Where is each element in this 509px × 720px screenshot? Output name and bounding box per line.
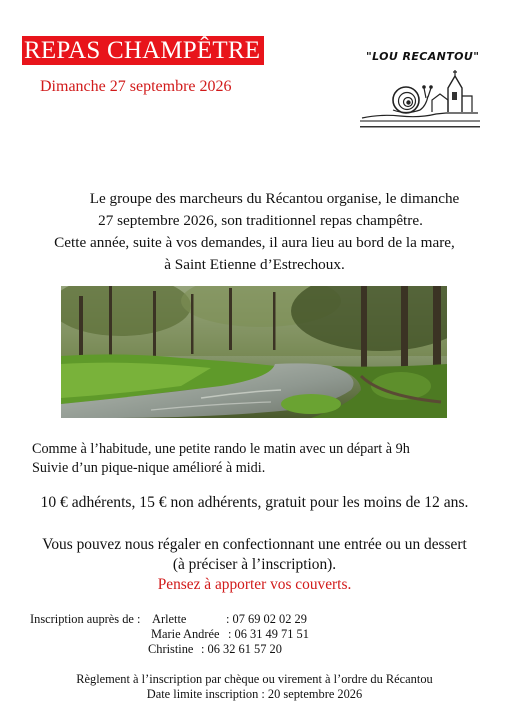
dessert-paragraph bbox=[0, 535, 509, 595]
intro-line: Le groupe des marcheurs du Récantou organise, le dimanche bbox=[89, 190, 460, 207]
payment-note: Règlement à l’inscription par chèque ou virement à l’ordre du Récantou bbox=[76, 672, 433, 686]
intro-paragraph bbox=[0, 188, 509, 276]
logo-text: "LOU RECANTOU" bbox=[366, 50, 480, 63]
program-paragraph bbox=[32, 440, 410, 478]
inscription-label: Inscription auprès de : bbox=[30, 612, 141, 626]
contact-phone: : 07 69 02 02 29 bbox=[226, 612, 307, 626]
inscription-block bbox=[30, 612, 309, 657]
program-line: Comme à l’habitude, une petite rando le matin avec un départ à 9h bbox=[32, 441, 410, 457]
footer-notes bbox=[0, 672, 509, 702]
program-line: Suivie d’un pique-nique amélioré à midi. bbox=[32, 460, 266, 476]
couverts-reminder: Pensez à apporter vos couverts. bbox=[157, 576, 352, 593]
page-title: REPAS CHAMPÊTRE bbox=[22, 36, 264, 65]
contact-phone: : 06 31 49 71 51 bbox=[228, 627, 309, 641]
intro-line: Cette année, suite à vos demandes, il aura lieu au bord de la mare, bbox=[54, 234, 455, 251]
contact-name: Christine bbox=[148, 642, 194, 656]
contact-phone: : 06 32 61 57 20 bbox=[201, 642, 282, 656]
intro-line: 27 septembre 2026, son traditionnel repas champêtre. bbox=[98, 212, 423, 229]
forest-stream-photo bbox=[61, 286, 447, 418]
event-date: Dimanche 27 septembre 2026 bbox=[40, 78, 232, 95]
snail-village-logo-icon bbox=[360, 66, 480, 128]
contact-name: Arlette bbox=[152, 612, 187, 626]
deadline-note: Date limite inscription : 20 septembre 2026 bbox=[146, 687, 363, 701]
contact-name: Marie Andrée bbox=[151, 627, 220, 641]
dessert-line: (à préciser à l’inscription). bbox=[172, 556, 337, 573]
tarifs-line: 10 € adhérents, 15 € non adhérents, gratuit pour les moins de 12 ans. bbox=[40, 494, 469, 511]
dessert-line: Vous pouvez nous régaler en confectionnant une entrée ou un dessert bbox=[42, 536, 467, 553]
intro-line: à Saint Etienne d’Estrechoux. bbox=[164, 256, 345, 273]
